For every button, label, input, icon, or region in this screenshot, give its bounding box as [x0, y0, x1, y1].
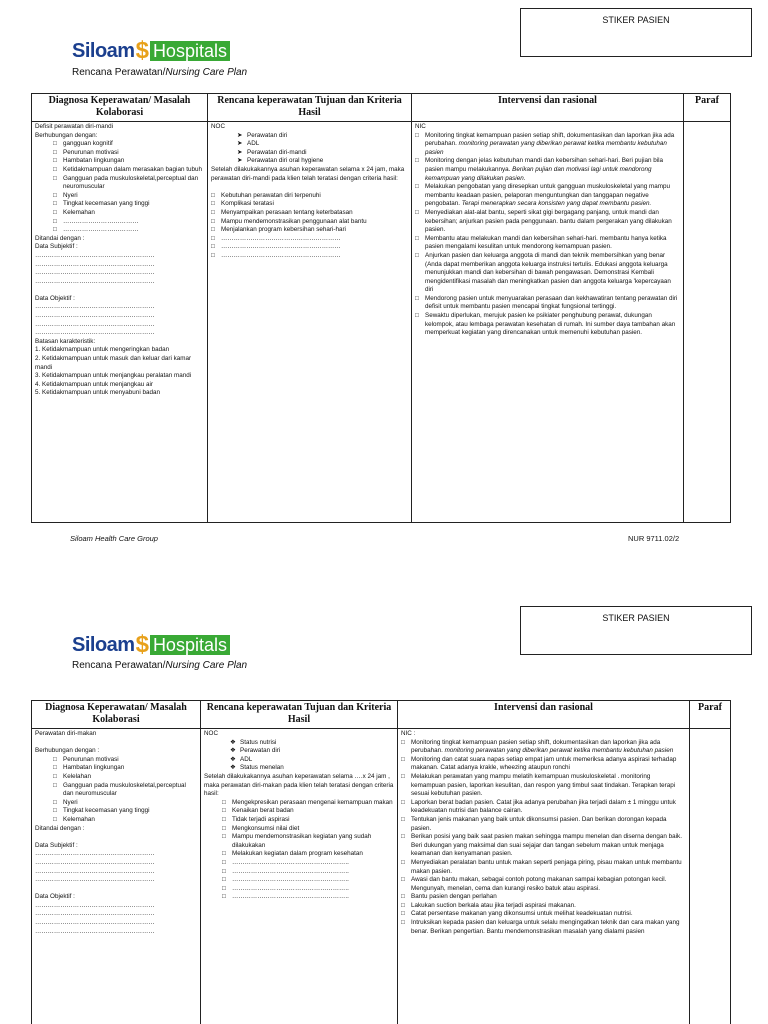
checkbox-icon[interactable]: □ [211, 234, 215, 242]
intervention-action: Menyediakan alat-alat bantu, seperti sikat gigi bergagang panjang, untuk mandi dan kebersihan; anjurkan pasien pada penggunaan. bantu dalam pergerakan yang dilakukan pasien. [425, 208, 672, 234]
intervention-action: Menyediakan peralatan bantu untuk makan seperti penjaga piring, pisau makan untuk membantu makan pasien. [411, 858, 682, 875]
noc-item-label: Perawatan diri-mandi [247, 148, 307, 156]
checklist-label: Kenaikan berat badan [232, 807, 294, 815]
noc-item-label: Perawatan diri [247, 131, 288, 139]
intervention-action: Intruksikan kepada pasien dan keluarga untuk selalu mengingatkan teknik dan cara makan yang benar. Berikan pengertian. Bantu mendemonstrasikan masalah yang dialami pasien [411, 919, 680, 935]
intervention-item [401, 893, 686, 902]
noc-item [204, 747, 394, 756]
checkbox-icon[interactable]: □ [53, 798, 57, 806]
checkbox-icon[interactable]: □ [222, 893, 226, 901]
checkbox-icon[interactable]: □ [53, 140, 57, 148]
intervention-action: Sewaktu diperlukan, merujuk pasien ke psikiater penghubung perawat, dukungan kelompok, atau lembaga perawatan kesehatan di rumah. Ini sumber daya tambahan akan memperkuat kegiatan yang direncanakan untuk memenuhi kebutuhan pasien. [425, 312, 676, 337]
checklist-item [35, 782, 197, 799]
checkbox-icon[interactable]: □ [53, 165, 57, 173]
intervention-text [411, 756, 686, 773]
dotted-line: ………………………………………………… [35, 269, 155, 277]
intervention-item [401, 773, 686, 799]
checklist-item [35, 209, 204, 218]
intervention-action: Monitoring tingkat kemampuan pasien setiap shift, dokumentasikan dan laporkan jika ada perubahan. [425, 131, 675, 148]
intervention-item [401, 833, 686, 859]
checkbox-icon[interactable]: □ [415, 251, 419, 259]
intervention-text [425, 235, 680, 252]
footer-doc-number: NUR 9711.02/2 [628, 534, 680, 543]
checklist-label: Mampu mendemonstrasikan kegiatan yang sudah dilakukakan [232, 833, 372, 849]
intervention-text [411, 816, 686, 833]
checklist-item [211, 226, 408, 235]
checklist-item [204, 833, 394, 850]
dotted-line: ………………………………………………… [35, 867, 155, 875]
noc-item-label: Status menelan [240, 764, 284, 772]
intervention-action: Anjurkan pasien dan keluarga anggota di mandi dan teknik membersihkan yang benar (Anda dapat memberikan anggota keluarga instruksi tertulis. Edukasi anggota keluarga menunjukkan mandi dan kebersihan di bawah pengawasan. Demonstrasi Kembali mengidentifikasi masalah dan meningkatkan pasien dan anggota keluarga 'kepercayaan diri [425, 251, 671, 294]
checklist-item [204, 893, 394, 902]
checklist-item [35, 218, 204, 227]
checkbox-icon[interactable]: □ [401, 755, 405, 763]
intervention-item [415, 183, 680, 209]
objective-data-label: Data Objektif : [35, 893, 75, 901]
dotted-line: ………………………………………………… [35, 303, 155, 311]
checklist-item [204, 825, 394, 834]
checklist-label: Penurunan motivasi [63, 755, 119, 763]
rencana-cell [201, 729, 398, 1024]
intervention-text [411, 739, 686, 756]
dotted-line: ………………………………………………… [35, 910, 155, 918]
noc-item-label: Status nutrisi [240, 738, 277, 746]
checklist-label: gangguan kognitif [63, 140, 113, 148]
checkbox-icon[interactable]: □ [222, 884, 226, 892]
header-diagnosa: Diagnosa Keperawatan/ Masalah Kolaborasi [32, 94, 208, 122]
intervention-text [425, 312, 680, 338]
checklist-item [35, 166, 204, 175]
bullet-icon: ➤ [237, 148, 243, 156]
checklist-label: Komplikasi teratasi [221, 200, 274, 208]
intervention-item [415, 132, 680, 158]
noc-item-label: ADL [240, 755, 253, 763]
noc-label: NOC [211, 123, 225, 130]
dotted-line: ………………………………………………… [35, 312, 155, 320]
intervention-text [411, 799, 686, 816]
checklist-label: Kebutuhan perawatan diri terpenuhi [221, 191, 321, 199]
checklist-label: Tingkat kecemasan yang tinggi [63, 807, 150, 815]
intervention-action: Catat persentase makanan yang dikonsumsi untuk melihat keadekuatan nutrisi. [411, 910, 633, 918]
care-plan-table [31, 700, 731, 1024]
noc-item [211, 140, 408, 149]
noc-item-label: Perawatan diri oral hygiene [247, 157, 324, 165]
checkbox-icon[interactable]: □ [222, 815, 226, 823]
intervention-text [411, 859, 686, 876]
checklist-label: ……………………………………………….. [232, 876, 349, 884]
checklist-label: Menyampaikan perasaan tentang keterbatasan [221, 208, 353, 216]
checklist-label: ………………………………………………… [221, 251, 341, 259]
checkbox-icon[interactable]: □ [401, 798, 405, 806]
checklist-label: Mengekpresikan perasaan mengenai kemampuan makan [232, 798, 393, 806]
checklist-label: ……………………………………………….. [232, 884, 349, 892]
checklist-item [35, 764, 197, 773]
spacer [35, 739, 197, 748]
page-title: Rencana Perawatan/Nursing Care Plan [72, 67, 248, 78]
checklist-item [211, 200, 408, 209]
characteristic-item: 4. Ketidakmampuan untuk menjangkau air [35, 380, 153, 388]
checklist-label: Nyeri [63, 798, 78, 806]
checklist-item [204, 885, 394, 894]
intervention-action: Melakukan perawatan yang mampu melatih kemampuan muskuloskeletal . monitoring kemampuan pasien, laporkan kesulitan, dan respon yang timbul saat tindakan. Terapkan terapi sesuai kebutuhan pasien. [411, 772, 676, 798]
nic-label: NIC [415, 123, 426, 130]
header-paraf: Paraf [690, 701, 731, 729]
checkbox-icon[interactable]: □ [53, 208, 57, 216]
checklist-item [35, 192, 204, 201]
subjective-data-label: Data Subjektif : [35, 841, 78, 849]
checkbox-icon[interactable]: □ [401, 738, 405, 746]
checkbox-icon[interactable]: □ [222, 824, 226, 832]
checklist-item [211, 235, 408, 244]
checkbox-icon[interactable]: □ [53, 815, 57, 823]
checkbox-icon[interactable]: □ [53, 226, 57, 234]
checklist-item [35, 226, 204, 235]
checkbox-icon[interactable]: □ [211, 243, 215, 251]
dotted-line: ………………………………………………… [35, 277, 155, 285]
intervention-action: Mendorong pasien untuk menyuarakan perasaan dan kekhawatiran tentang perawatan diri defisit untuk membantu pasien mencapai tingkat fungsional tertinggi. [425, 294, 678, 311]
checkbox-icon[interactable]: □ [222, 858, 226, 866]
intervention-text [425, 295, 680, 312]
checklist-item [211, 192, 408, 201]
checkbox-icon[interactable]: □ [415, 312, 419, 320]
checklist-label: ……………………………… [63, 226, 139, 234]
checklist-item [204, 816, 394, 825]
header-paraf: Paraf [684, 94, 731, 122]
checkbox-icon[interactable]: □ [401, 858, 405, 866]
intervention-rationale: Berikan pujian dan motivasi lagi untuk mendorong kemampuan yang dilakukan pasien. [425, 165, 652, 182]
noc-item [211, 157, 408, 166]
intervention-text [425, 157, 680, 183]
intervention-rationale: monitoring perawatan yang diberikan perawat ketika membantu kebutuhan pasien [425, 140, 667, 156]
checklist-label: Tidak terjadi aspirasi [232, 815, 290, 823]
dotted-line: ………………………………………………… [35, 320, 155, 328]
related-to-label: Berhubungan dengan: [35, 131, 98, 139]
checkbox-icon[interactable]: □ [415, 131, 419, 139]
intervention-item [401, 876, 686, 893]
checklist-label: Mampu mendemonstrasikan penggunaan alat bantu [221, 217, 367, 225]
intervention-action: Monitoring tingkat kemampuan pasien setiap shift, dokumentasikan dan laporkan jika ada perubahan. [411, 738, 661, 755]
checkbox-icon[interactable]: □ [211, 226, 215, 234]
checklist-label: Ketidakmampuan dalam merasakan bagian tubuh [63, 165, 202, 173]
diagnosa-cell [32, 122, 208, 523]
intervention-text [411, 902, 576, 911]
characteristic-item: 3. Ketidakmampuan untuk menjangkau peralatan mandi [35, 372, 192, 380]
checklist-label: ……………………………………………….. [232, 893, 349, 901]
bullet-icon: ❖ [230, 738, 236, 746]
bullet-icon: ➤ [237, 131, 243, 139]
checkbox-icon[interactable]: □ [401, 876, 405, 884]
checklist-item [35, 816, 197, 825]
noc-label: NOC [204, 730, 218, 737]
noc-item-label: ADL [247, 140, 260, 148]
nic-label: NIC : [401, 730, 416, 737]
intervention-action: Monitoring dan catat suara napas setiap empat jam untuk memeriksa adanya aspirasi terhadap makanan. Catat adanya krakle, wheezing ataupun ronchi [411, 755, 677, 772]
noc-item [204, 739, 394, 748]
checklist-label: ……………………………………………….. [232, 867, 349, 875]
checklist-item [204, 807, 394, 816]
noc-item [204, 764, 394, 773]
intervention-item [401, 919, 686, 936]
intervention-text [411, 910, 633, 919]
checkbox-icon[interactable]: □ [415, 208, 419, 216]
checklist-item [211, 243, 408, 252]
checkbox-icon[interactable]: □ [401, 901, 405, 909]
spacer [35, 885, 197, 894]
checklist-item [211, 218, 408, 227]
header-rencana: Rencana keperawatan Tujuan dan Kriteria Hasil [201, 701, 398, 729]
checkbox-icon[interactable]: □ [222, 833, 226, 841]
paraf-cell[interactable] [690, 729, 731, 1024]
checkbox-icon[interactable]: □ [211, 200, 215, 208]
intervention-action: Berikan posisi yang baik saat pasien makan sehingga mampu menelan dan diserna dengan baik. Beri dukungan yang maksimal dan suai sejajar dan tangan sebelum makan untuk menjaga keamanan dan kenyamanan pasien. [411, 833, 682, 858]
diagnosis-title: Defisit perawatan diri-mandi [35, 123, 114, 130]
intervention-item [401, 859, 686, 876]
bullet-icon: ❖ [230, 755, 236, 763]
intervention-item [401, 799, 686, 816]
checkbox-icon[interactable]: □ [53, 200, 57, 208]
checkbox-icon[interactable]: □ [211, 191, 215, 199]
checkbox-icon[interactable]: □ [222, 850, 226, 858]
care-plan-table [31, 93, 731, 523]
intervention-item [415, 312, 680, 338]
marked-by-label: Ditandai dengan : [35, 824, 85, 832]
intervention-text [425, 252, 680, 295]
marked-by-label: Ditandai dengan : [35, 234, 85, 242]
bullet-icon: ➤ [237, 157, 243, 165]
checkbox-icon[interactable]: □ [53, 755, 57, 763]
checklist-item [204, 859, 394, 868]
checklist-label: Menjalankan program kebersihan sehari-hari [221, 226, 346, 234]
subjective-data-label: Data Subjektif : [35, 243, 78, 251]
checklist-item [204, 850, 394, 859]
checkbox-icon[interactable]: □ [401, 919, 405, 927]
intervention-item [401, 816, 686, 833]
checklist-label: Kelelahan [63, 772, 92, 780]
dotted-line: ………………………………………………… [35, 876, 155, 884]
checklist-label: Hambatan lingkungan [63, 157, 125, 165]
related-to-label: Berhubungan dengan : [35, 747, 100, 755]
checkbox-icon[interactable]: □ [222, 798, 226, 806]
intervention-rationale: monitoring perawatan yang diberikan perawat ketika membantu kebutuhan pasien [444, 747, 674, 755]
intervensi-cell [398, 729, 690, 1024]
intervention-action: Membantu atau melakukan mandi dan kebersihan sehari-hari. membantu hanya ketika pasien mengalami kesulitan untuk mendorong kemampuan pasien. [425, 234, 667, 251]
checklist-label: Tingkat kecemasan yang tinggi [63, 200, 150, 208]
outcome-intro: Setelah dilakukakannya asuhan keperawatan selama x 24 jam, maka perawatan diri-mandi pada klien telah teratasi dengan criteria hasil: [211, 165, 405, 182]
header-diagnosa: Diagnosa Keperawatan/ Masalah Kolaborasi [32, 701, 201, 729]
diagnosis-title: Perawatan diri-makan [35, 730, 97, 737]
bullet-icon: ❖ [230, 764, 236, 772]
checklist-label: Kelemahan [63, 815, 95, 823]
checkbox-icon[interactable]: □ [401, 815, 405, 823]
checkbox-icon[interactable]: □ [415, 294, 419, 302]
checklist-item [35, 807, 197, 816]
spacer [35, 286, 204, 295]
checkbox-icon[interactable]: □ [53, 772, 57, 780]
checkbox-icon[interactable]: □ [53, 764, 57, 772]
dotted-line: ………………………………………………… [35, 329, 155, 337]
checklist-label: Kelemahan [63, 208, 95, 216]
intervention-rationale: Terapi menerapkan secara konsisten yang dapat membantu pasien. [461, 200, 652, 208]
page-title: Rencana Perawatan/Nursing Care Plan [72, 660, 248, 671]
checkbox-icon[interactable]: □ [211, 208, 215, 216]
intervention-item [415, 157, 680, 183]
noc-item [204, 756, 394, 765]
checkbox-icon[interactable]: □ [222, 807, 226, 815]
dotted-line: ………………………………………………… [35, 919, 155, 927]
checklist-item [211, 252, 408, 261]
intervention-item [401, 756, 686, 773]
dotted-line: ………………………………………………… [35, 251, 155, 259]
diagnosa-cell [32, 729, 201, 1024]
intervention-text [425, 209, 680, 235]
intervention-item [415, 295, 680, 312]
intervention-text [425, 183, 680, 209]
checkbox-icon[interactable]: □ [222, 867, 226, 875]
checklist-label: ……………………………………………….. [232, 858, 349, 866]
intervention-text [411, 773, 686, 799]
bullet-icon: ❖ [230, 747, 236, 755]
intervention-item [415, 252, 680, 295]
checkbox-icon[interactable]: □ [415, 234, 419, 242]
intervensi-cell [412, 122, 684, 523]
checkbox-icon[interactable]: □ [211, 251, 215, 259]
checkbox-icon[interactable]: □ [53, 191, 57, 199]
checklist-label: ……………………………… [63, 217, 139, 225]
spacer [35, 833, 197, 842]
checkbox-icon[interactable]: □ [53, 217, 57, 225]
dotted-line: ………………………………………………… [35, 901, 155, 909]
checkbox-icon[interactable]: □ [53, 157, 57, 165]
checklist-label: Hambatan lingkungan [63, 764, 125, 772]
intervention-action: Bantu pasien dengan perlahan [411, 893, 497, 901]
siloam-logo: Siloam $ Hospitals [72, 634, 230, 656]
siloam-logo: Siloam $ Hospitals [72, 40, 230, 62]
intervention-action: Melakukan pengobatan yang diresepkan untuk gangguan muskuloskeletal yang mampu membantu keadaan pasien, pelaporan menguntungkan dan tanggapan negative pengobatan. [425, 183, 671, 208]
intervention-item [415, 235, 680, 252]
checklist-item [204, 876, 394, 885]
checklist-item [204, 799, 394, 808]
checkbox-icon[interactable]: □ [401, 772, 405, 780]
checkbox-icon[interactable]: □ [415, 183, 419, 191]
checkbox-icon[interactable]: □ [53, 781, 57, 789]
noc-item-label: Perawatan diri [240, 747, 281, 755]
intervention-action: Monitoring dengan jelas kebutuhan mandi dan kebersihan sehari-hari. Beri pujian bila pasien mampu melakukannya. [425, 157, 664, 173]
noc-item [211, 149, 408, 158]
characteristics-label: Batasan karakteristik: [35, 337, 96, 345]
footer-company: Siloam Health Care Group [70, 534, 158, 543]
header-rencana: Rencana keperawatan Tujuan dan Kriteria Hasil [208, 94, 412, 122]
checkbox-icon[interactable]: □ [415, 157, 419, 165]
checkbox-icon[interactable]: □ [53, 807, 57, 815]
intervention-item [401, 739, 686, 756]
checklist-item [35, 799, 197, 808]
intervention-item [401, 910, 686, 919]
checkbox-icon[interactable]: □ [401, 893, 405, 901]
intervention-text [425, 132, 680, 158]
dotted-line: ………………………………………………… [35, 850, 155, 858]
intervention-action: Laporkan berat badan pasien. Catat jika adanya perubahan jika terjadi dalam ± 1 minggu untuk keadekuatan nutrisi dan balance cairan. [411, 798, 676, 815]
checklist-item [35, 756, 197, 765]
intervention-text [411, 833, 686, 859]
intervention-action: Tentukan jenis makanan yang baik untuk dikonsumsi pasien. Dan berikan dorongan kepada pasien. [411, 815, 667, 832]
checkbox-icon[interactable]: □ [401, 910, 405, 918]
checklist-item [35, 149, 204, 158]
checklist-label: ………………………………………………… [221, 234, 341, 242]
checkbox-icon[interactable]: □ [53, 174, 57, 182]
header-intervensi: Intervensi dan rasional [398, 701, 690, 729]
spacer [211, 183, 408, 192]
checklist-label: Gangguan pada muskuloskeletal,perceptual dan neuromuscular [63, 781, 186, 798]
characteristic-item: 5. Ketidakmampuan untuk menyabuni badan [35, 389, 160, 397]
checklist-item [35, 157, 204, 166]
checklist-label: ………………………………………………… [221, 243, 341, 251]
rencana-cell [208, 122, 412, 523]
checklist-label: Gangguan pada muskuloskeletal,perceptual dan neuromuscular [63, 174, 199, 191]
outcome-intro: Setelah dilakukakannya asuhan keperawatan selama ….x 24 jam , maka perawatan diri-makan pada klien telah teratasi dengan criteria hasil: [204, 772, 394, 798]
checklist-item [204, 868, 394, 877]
checklist-label: Penurunan motivasi [63, 148, 119, 156]
checkbox-icon[interactable]: □ [211, 217, 215, 225]
noc-item [211, 132, 408, 141]
checklist-item [35, 140, 204, 149]
patient-sticker-box: STIKER PASIEN [520, 8, 752, 57]
bullet-icon: ➤ [237, 140, 243, 148]
objective-data-label: Data Objektif : [35, 294, 75, 302]
dotted-line: ………………………………………………… [35, 927, 155, 935]
dotted-line: ………………………………………………… [35, 858, 155, 866]
intervention-action: Lakukan suction berkala atau jika terjadi aspirasi makanan. [411, 901, 576, 909]
intervention-text [411, 876, 686, 893]
intervention-text [411, 893, 497, 902]
patient-sticker-box: STIKER PASIEN [520, 606, 752, 655]
checkbox-icon[interactable]: □ [222, 876, 226, 884]
intervention-action: Awasi dan bantu makan, sebagai contoh potong makanan sampai kebagian potongan kecil. Mengunyah, menelan, cema dan kurangi resiko batuk atau aspirasi. [411, 876, 667, 892]
characteristic-item: 1. Ketidakmampuan untuk mengeringkan badan [35, 346, 170, 354]
checklist-item [35, 773, 197, 782]
checkbox-icon[interactable]: □ [53, 148, 57, 156]
checkbox-icon[interactable]: □ [401, 833, 405, 841]
characteristic-item: 2. Ketidakmampuan untuk masuk dan keluar dari kamar mandi [35, 355, 192, 371]
checklist-label: Mengkonsumsi nilai diet [232, 824, 300, 832]
checklist-item [211, 209, 408, 218]
paraf-cell[interactable] [684, 122, 731, 523]
intervention-text [411, 919, 686, 936]
checklist-item [35, 200, 204, 209]
intervention-item [401, 902, 686, 911]
header-intervensi: Intervensi dan rasional [412, 94, 684, 122]
checklist-label: Nyeri [63, 191, 78, 199]
intervention-item [415, 209, 680, 235]
checklist-item [35, 175, 204, 192]
checklist-label: Melakukan kegiatan dalam program kesehatan [232, 850, 363, 858]
dotted-line: ………………………………………………… [35, 260, 155, 268]
